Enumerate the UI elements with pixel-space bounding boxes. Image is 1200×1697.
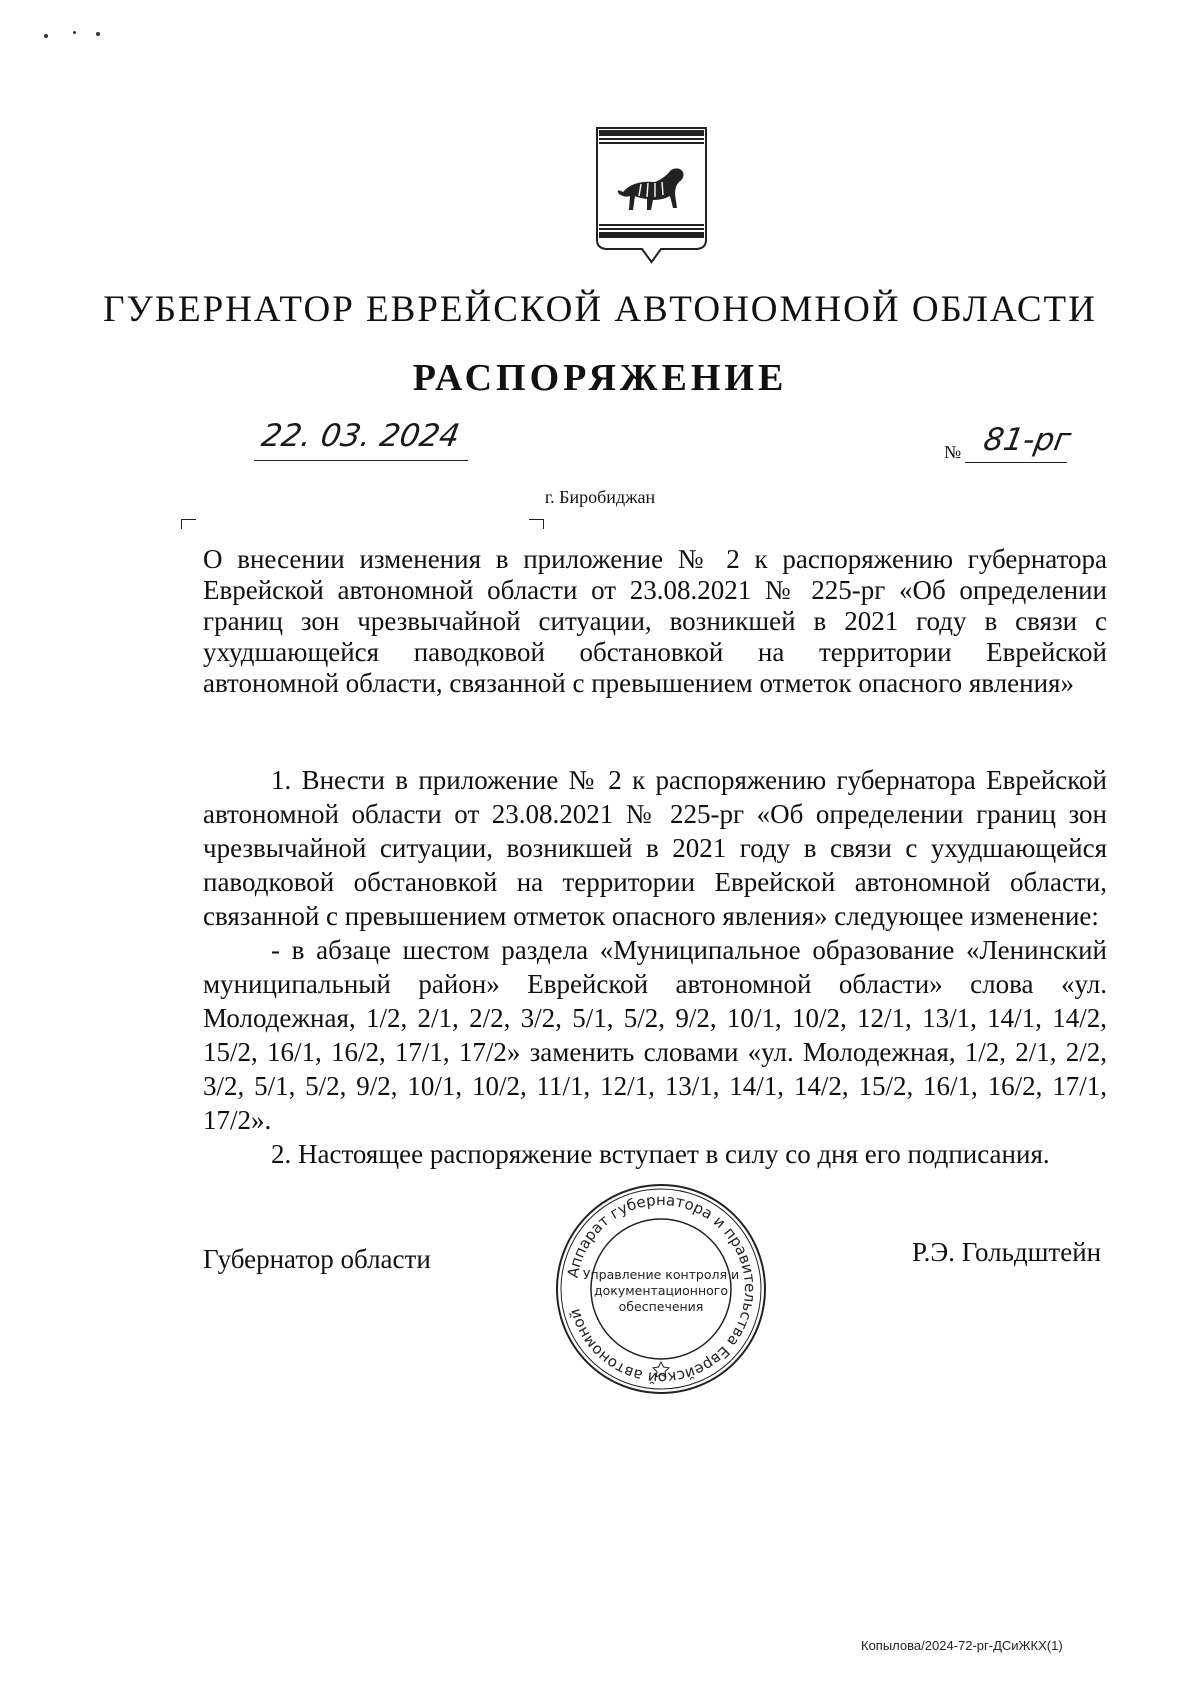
number-label: № — [944, 442, 962, 462]
document-type-title: РАСПОРЯЖЕНИЕ — [412, 357, 788, 399]
document-body — [203, 763, 1107, 1171]
stamp-center-line-2: документационного — [594, 1283, 728, 1298]
signatory-name: Р.Э. Гольдштейн — [912, 1237, 1102, 1267]
body-paragraph-2: - в абзаце шестом раздела «Муниципальное образование «Ленинский муниципальный район» Еврейской автономной области» слова «ул. Молодежная, 1/2, 2/1, 2/2, 3/2, 5/1, 5/2, 9/2, 10/1, 10/2, 12/1, 13/1, 14/1, 14/2, 15/2, 16/1, 16/2, 17/1, 17/2» заменить словами «ул. Молодежная, 1/2, 2/1, 2/2, 3/2, 5/1, 5/2, 9/2, 10/1, 10/2, 11/1, 12/1, 13/1, 14/1, 14/2, 15/2, 16/1, 16/2, 17/1, 17/2». — [203, 935, 1107, 1135]
scan-speck — [73, 31, 76, 34]
document-date-handwritten: 22. 03. 2024 — [258, 418, 463, 454]
stamp-center-line-1: Управление контроля и — [582, 1267, 740, 1282]
document-subject: О внесении изменения в приложение № 2 к распоряжению губернатора Еврейской автономной области от 23.08.2021 № 225-рг «Об определении границ зон чрезвычайной ситуации, возникшей в 2021 году в связи с ухудшающейся паводковой обстановкой на территории Еврейской автономной области, связанной с превышением отметок опасного явления» — [203, 544, 1107, 698]
stamp-center-line-3: обеспечения — [618, 1299, 704, 1314]
scan-speck — [44, 34, 48, 38]
body-paragraph-1: 1. Внести в приложение № 2 к распоряжению губернатора Еврейской автономной области от 23.08.2021 № 225-рг «Об определении границ зон чрезвычайной ситуации, возникшей в 2021 году в связи с ухудшающейся паводковой обстановкой на территории Еврейской автономной области, связанной с превышением отметок опасного явления» следующее изменение: — [203, 765, 1107, 931]
official-stamp — [551, 1179, 771, 1399]
coat-of-arms-emblem — [593, 124, 710, 267]
scan-speck — [96, 32, 100, 36]
signatory-title: Губернатор области — [203, 1244, 431, 1274]
subject-corner-mark-left — [181, 519, 196, 529]
stamp-ring-text: Аппарат губернатора и правительства Еврейской автономной — [563, 1190, 760, 1388]
document-number-handwritten: 81-рг — [980, 422, 1074, 458]
number-underline — [965, 462, 1067, 463]
date-underline — [254, 460, 468, 461]
issuing-authority: ГУБЕРНАТОР ЕВРЕЙСКОЙ АВТОНОМНОЙ ОБЛАСТИ — [103, 289, 1097, 330]
executor-reference: Копылова/2024-72-рг-ДСиЖКХ(1) — [861, 1638, 1063, 1653]
body-paragraph-3: 2. Настоящее распоряжение вступает в силу со дня его подписания. — [271, 1139, 1050, 1169]
city-name: г. Биробиджан — [544, 487, 656, 507]
subject-corner-mark-right — [529, 519, 544, 529]
